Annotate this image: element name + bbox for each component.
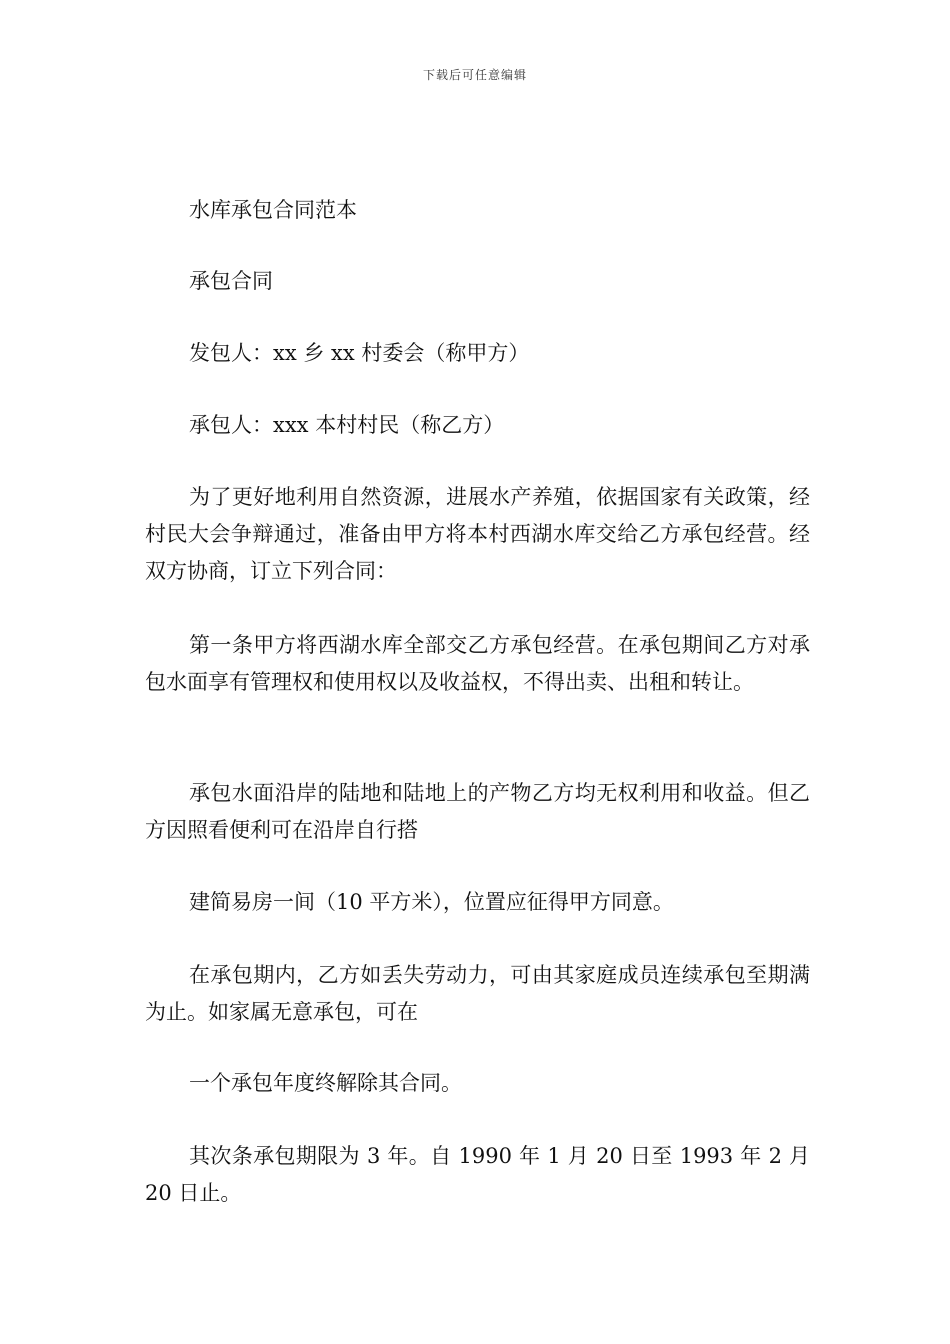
document-title: 水库承包合同范本 [189, 198, 357, 222]
intro-paragraph: 为了更好地利用自然资源，进展水产养殖，依据国家有关政策，经村民大会争辩通过，准备由甲方将本村西湖水库交给乙方承包经营。经双方协商，订立下列合同： [145, 485, 810, 583]
house-clause-paragraph: 建简易房一间（10 平方米），位置应征得甲方同意。 [189, 890, 674, 914]
document-subtitle: 承包合同 [189, 269, 273, 293]
article-1-paragraph: 第一条甲方将西湖水库全部交乙方承包经营。在承包期间乙方对承包水面享有管理权和使用权以及收益权，不得出卖、出租和转让。 [145, 633, 810, 694]
labor-clause-paragraph: 在承包期内，乙方如丢失劳动力，可由其家庭成员连续承包至期满为止。如家属无意承包，可在 [145, 963, 810, 1024]
party-b-line: 承包人：xxx 本村村民（称乙方） [189, 413, 505, 437]
header-note: 下载后可任意编辑 [422, 68, 527, 82]
year-clause-paragraph: 一个承包年度终解除其合同。 [189, 1071, 462, 1095]
article-2-paragraph: 其次条承包期限为 3 年。自 1990 年 1 月 20 日至 1993 年 2 月 20 日止。 [145, 1144, 810, 1205]
land-clause-paragraph: 承包水面沿岸的陆地和陆地上的产物乙方均无权利用和收益。但乙方因照看便利可在沿岸自行搭 [145, 781, 810, 842]
party-a-line: 发包人：xx 乡 xx 村委会（称甲方） [189, 341, 530, 365]
